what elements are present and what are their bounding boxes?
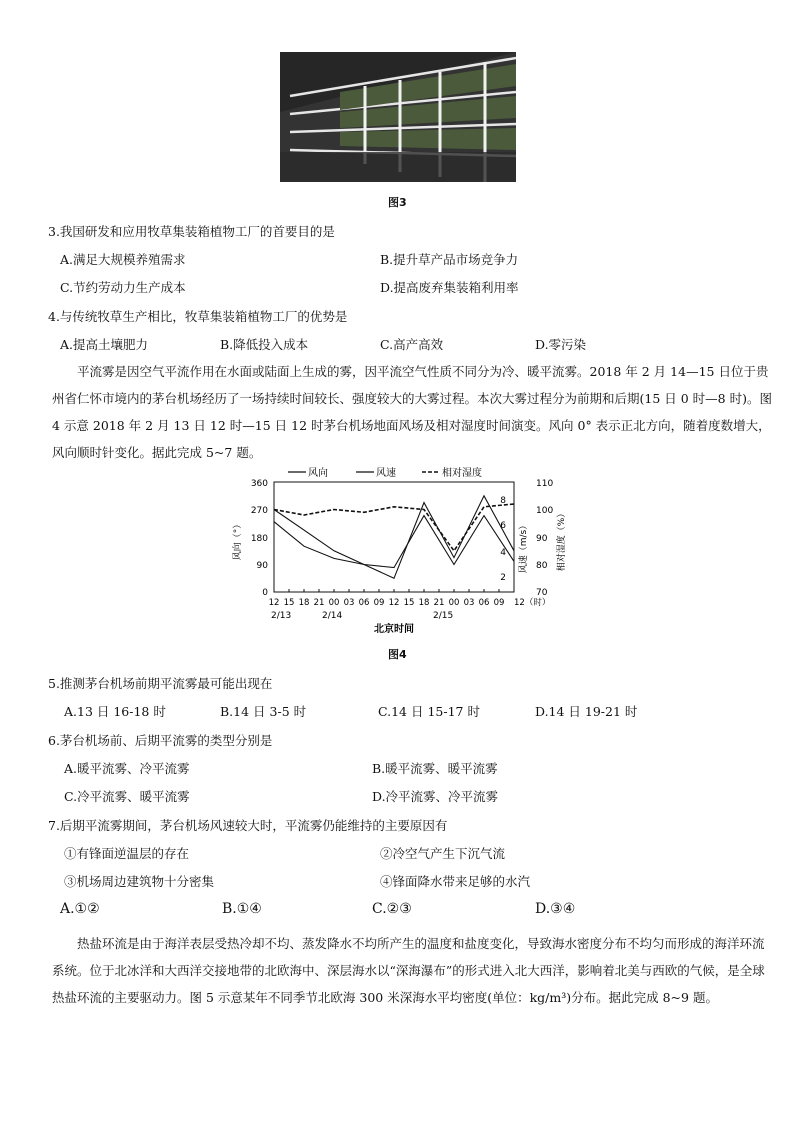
question-4-stem: 4.与传统牧草生产相比，牧草集装箱植物工厂的优势是 <box>48 309 348 324</box>
y-right-tick: 70 <box>536 588 548 598</box>
wind-direction-line <box>274 516 514 568</box>
x-tick-label: 21 <box>313 598 325 608</box>
question-7-option-b: B.①④ <box>222 901 262 917</box>
x-tick-label: 12 <box>388 598 400 608</box>
y-right-tick: 110 <box>536 479 554 489</box>
question-4-option-d: D.零污染 <box>535 337 587 352</box>
x-tick-label: 00 <box>448 598 460 608</box>
question-5-option-d: D.14 日 19-21 时 <box>535 704 638 719</box>
question-6-option-b: B.暖平流雾、暖平流雾 <box>372 761 498 776</box>
figure-3-caption: 图3 <box>388 196 407 209</box>
question-4-option-b: B.降低投入成本 <box>220 337 309 352</box>
x-tick-label: 18 <box>418 598 430 608</box>
question-6-option-a: A.暖平流雾、冷平流雾 <box>64 761 190 776</box>
question-7-statement-4: ④锋面降水带来足够的水汽 <box>380 874 531 889</box>
question-5-option-a: A.13 日 16-18 时 <box>64 704 166 719</box>
wind-speed-line <box>274 496 514 579</box>
date-label: 2/13 <box>271 611 292 621</box>
plot-frame <box>274 482 514 592</box>
x-tick-label: 03 <box>343 598 355 608</box>
question-3-option-b: B.提升草产品市场竞争力 <box>380 252 519 267</box>
question-7-stem: 7.后期平流雾期间，茅台机场风速较大时，平流雾仍能维持的主要原因有 <box>48 818 448 833</box>
y-left-tick: 360 <box>250 479 268 489</box>
x-tick-label: 18 <box>298 598 310 608</box>
figure-3-photo <box>280 52 516 182</box>
y-mid-tick: 4 <box>500 548 506 558</box>
passage-fog: 平流雾是因空气平流作用在水面或陆面上生成的雾，因平流空气性质不同分为冷、暖平流雾。2018 年 2 月 14—15 日位于贵州省仁怀市境内的茅台机场经历了一场持续时间较长、强度较大的大雾过程。本次大雾过程分为前期和后期(15 日 0 时—8 时)。图 4 示意 2018 年 2 月 13 日 12 时—15 日 12 时茅台机场地面风场及相对湿度时间演变。风向 0° 表示正北方向，随着度数增大，风向顺时针变化。据此完成 5~7 题。 <box>52 364 772 460</box>
y-left-label: 风向（°） <box>233 519 243 561</box>
legend-humidity: 相对湿度 <box>442 468 482 479</box>
x-tick-label: 15 <box>403 598 415 608</box>
shelves-illustration <box>280 52 516 182</box>
x-axis-label: 北京时间 <box>374 624 414 635</box>
question-3-stem: 3.我国研发和应用牧草集装箱植物工厂的首要目的是 <box>48 224 335 239</box>
question-7-option-c: C.②③ <box>372 901 412 917</box>
x-tick-label: 12 <box>268 598 280 608</box>
y-right-label: 相对湿度（%） <box>557 508 567 572</box>
figure-4-chart <box>226 462 576 642</box>
question-7-statement-3: ③机场周边建筑物十分密集 <box>64 874 215 889</box>
question-4-option-c: C.高产高效 <box>380 337 444 352</box>
date-label: 2/14 <box>322 611 343 621</box>
question-3-option-c: C.节约劳动力生产成本 <box>60 280 186 295</box>
question-5-stem: 5.推测茅台机场前期平流雾最可能出现在 <box>48 676 273 691</box>
y-left-tick: 0 <box>262 588 268 598</box>
legend-wind-direction: 风向 <box>308 468 328 479</box>
question-4-option-a: A.提高土壤肥力 <box>60 337 149 352</box>
question-7-statement-2: ②冷空气产生下沉气流 <box>380 846 506 861</box>
x-tick-label: 21 <box>433 598 445 608</box>
question-7-option-d: D.③④ <box>535 901 576 917</box>
question-3-option-a: A.满足大规模养殖需求 <box>60 252 186 267</box>
legend-wind-speed: 风速 <box>376 468 396 479</box>
humidity-line <box>274 504 514 551</box>
x-tick-label: 06 <box>358 598 370 608</box>
question-6-stem: 6.茅台机场前、后期平流雾的类型分别是 <box>48 733 273 748</box>
question-6-option-c: C.冷平流雾、暖平流雾 <box>64 789 190 804</box>
question-3-option-d: D.提高废弃集装箱利用率 <box>380 280 519 295</box>
question-5-option-b: B.14 日 3-5 时 <box>220 704 307 719</box>
date-label: 2/15 <box>433 611 454 621</box>
x-tick-label: 00 <box>328 598 340 608</box>
x-tick-label: 09 <box>493 598 505 608</box>
x-tick-label: 15 <box>283 598 295 608</box>
y-mid-tick: 6 <box>500 521 506 531</box>
x-tick-label: 03 <box>463 598 475 608</box>
passage-thermohaline: 热盐环流是由于海洋表层受热冷却不均、蒸发降水不均所产生的温度和盐度变化，导致海水密度分布不均匀而形成的海洋环流系统。位于北冰洋和大西洋交接地带的北欧海中、深层海水以“深海瀑布”的形式进入北大西洋，影响着北美与西欧的气候，是全球热盐环流的主要驱动力。图 5 示意某年不同季节北欧海 300 米深海水平均密度(单位：kg/m³)分布。据此完成 8~9 题。 <box>52 936 765 1005</box>
y-right-tick: 100 <box>536 506 554 516</box>
figure-4-caption: 图4 <box>388 648 407 661</box>
y-left-tick: 90 <box>256 561 268 571</box>
y-right-tick: 80 <box>536 561 548 571</box>
question-5-option-c: C.14 日 15-17 时 <box>378 704 480 719</box>
y-mid-tick: 2 <box>500 573 506 583</box>
x-tick-label: 12（时） <box>514 598 551 608</box>
y-right-tick: 90 <box>536 534 548 544</box>
question-7-option-a: A.①② <box>60 901 100 917</box>
question-7-statement-1: ①有锋面逆温层的存在 <box>64 846 190 861</box>
x-tick-label: 06 <box>478 598 490 608</box>
question-6-option-d: D.冷平流雾、冷平流雾 <box>372 789 499 804</box>
y-left-tick: 270 <box>250 506 268 516</box>
x-tick-label: 09 <box>373 598 385 608</box>
y-left-tick: 180 <box>250 534 268 544</box>
y-mid-label: 风速（m/s） <box>519 520 529 574</box>
y-mid-tick: 8 <box>500 496 506 506</box>
